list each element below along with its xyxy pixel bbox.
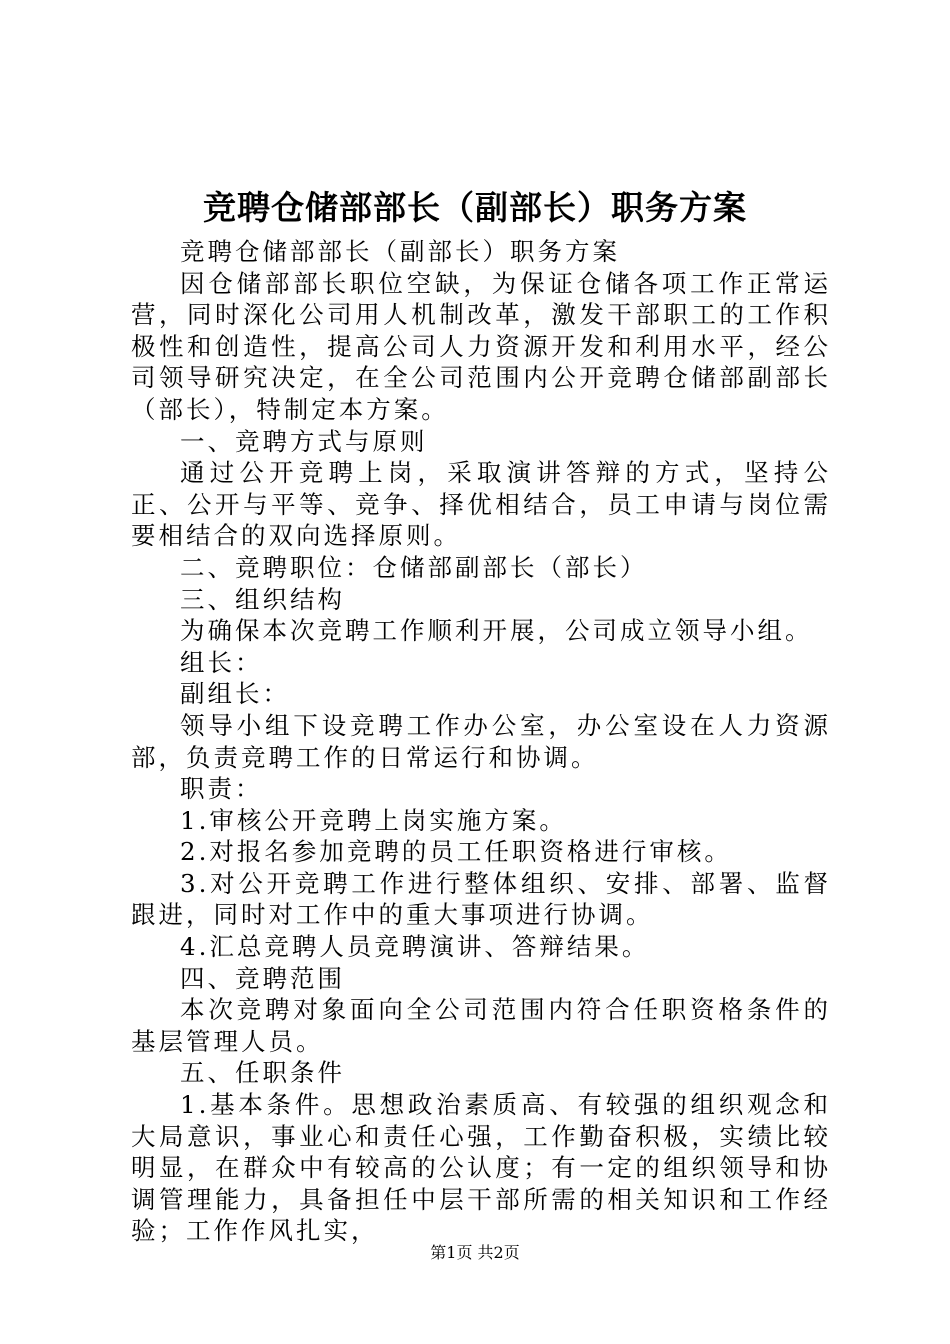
paragraph-org: 为确保本次竞聘工作顺利开展，公司成立领导小组。 xyxy=(180,616,813,646)
paragraph-scope: 本次竞聘对象面向全公司范围内符合任职资格条件的基层管理人员。 xyxy=(131,995,831,1056)
paragraph-subtitle: 竞聘仓储部部长（副部长）职务方案 xyxy=(180,237,620,266)
section-heading-2: 二、竞聘职位：仓储部副部长（部长） xyxy=(180,552,648,582)
section-heading-4: 四、竞聘范围 xyxy=(180,963,345,993)
paragraph-intro: 因仓储部部长职位空缺，为保证仓储各项工作正常运营，同时深化公司用人机制改革，激发干部职工的工作积极性和创造性，提高公司人力资源开发和利用水平，经公司领导研究决定，在全公司范围内公开竞聘仓储部副部长（部长），特制定本方案。 xyxy=(131,268,831,424)
paragraph-leader: 组长： xyxy=(180,647,263,677)
section-heading-1: 一、竞聘方式与原则 xyxy=(180,426,428,456)
paragraph-basic-conditions: 1.基本条件。思想政治素质高、有较强的组织观念和大局意识，事业心和责任心强，工作勤奋积极，实绩比较明显，在群众中有较高的公认度；有一定的组织领导和协调管理能力，具备担任中层干部所需的相关知识和工作经验；工作作风扎实， xyxy=(131,1090,831,1246)
list-item-duty-1: 1.审核公开竞聘上岗实施方案。 xyxy=(180,805,567,835)
paragraph-duties-label: 职责： xyxy=(180,774,263,804)
section-heading-5: 五、任职条件 xyxy=(180,1058,345,1088)
list-item-duty-2: 2.对报名参加竞聘的员工任职资格进行审核。 xyxy=(180,837,732,867)
paragraph-principles: 通过公开竞聘上岗，采取演讲答辩的方式，坚持公正、公开与平等、竞争、择优相结合，员工申请与岗位需要相结合的双向选择原则。 xyxy=(131,458,831,551)
page-footer: 第1页 共2页 xyxy=(430,1243,520,1262)
paragraph-office: 领导小组下设竞聘工作办公室，办公室设在人力资源部，负责竞聘工作的日常运行和协调。 xyxy=(131,710,831,772)
paragraph-deputy-leader: 副组长： xyxy=(180,679,290,709)
document-title: 竞聘仓储部部长（副部长）职务方案 xyxy=(203,188,747,227)
list-item-duty-4: 4.汇总竞聘人员竞聘演讲、答辩结果。 xyxy=(180,932,650,962)
list-item-duty-3: 3.对公开竞聘工作进行整体组织、安排、部署、监督跟进，同时对工作中的重大事项进行协调。 xyxy=(131,868,831,930)
document-body xyxy=(131,236,831,1247)
section-heading-3: 三、组织结构 xyxy=(180,584,345,614)
